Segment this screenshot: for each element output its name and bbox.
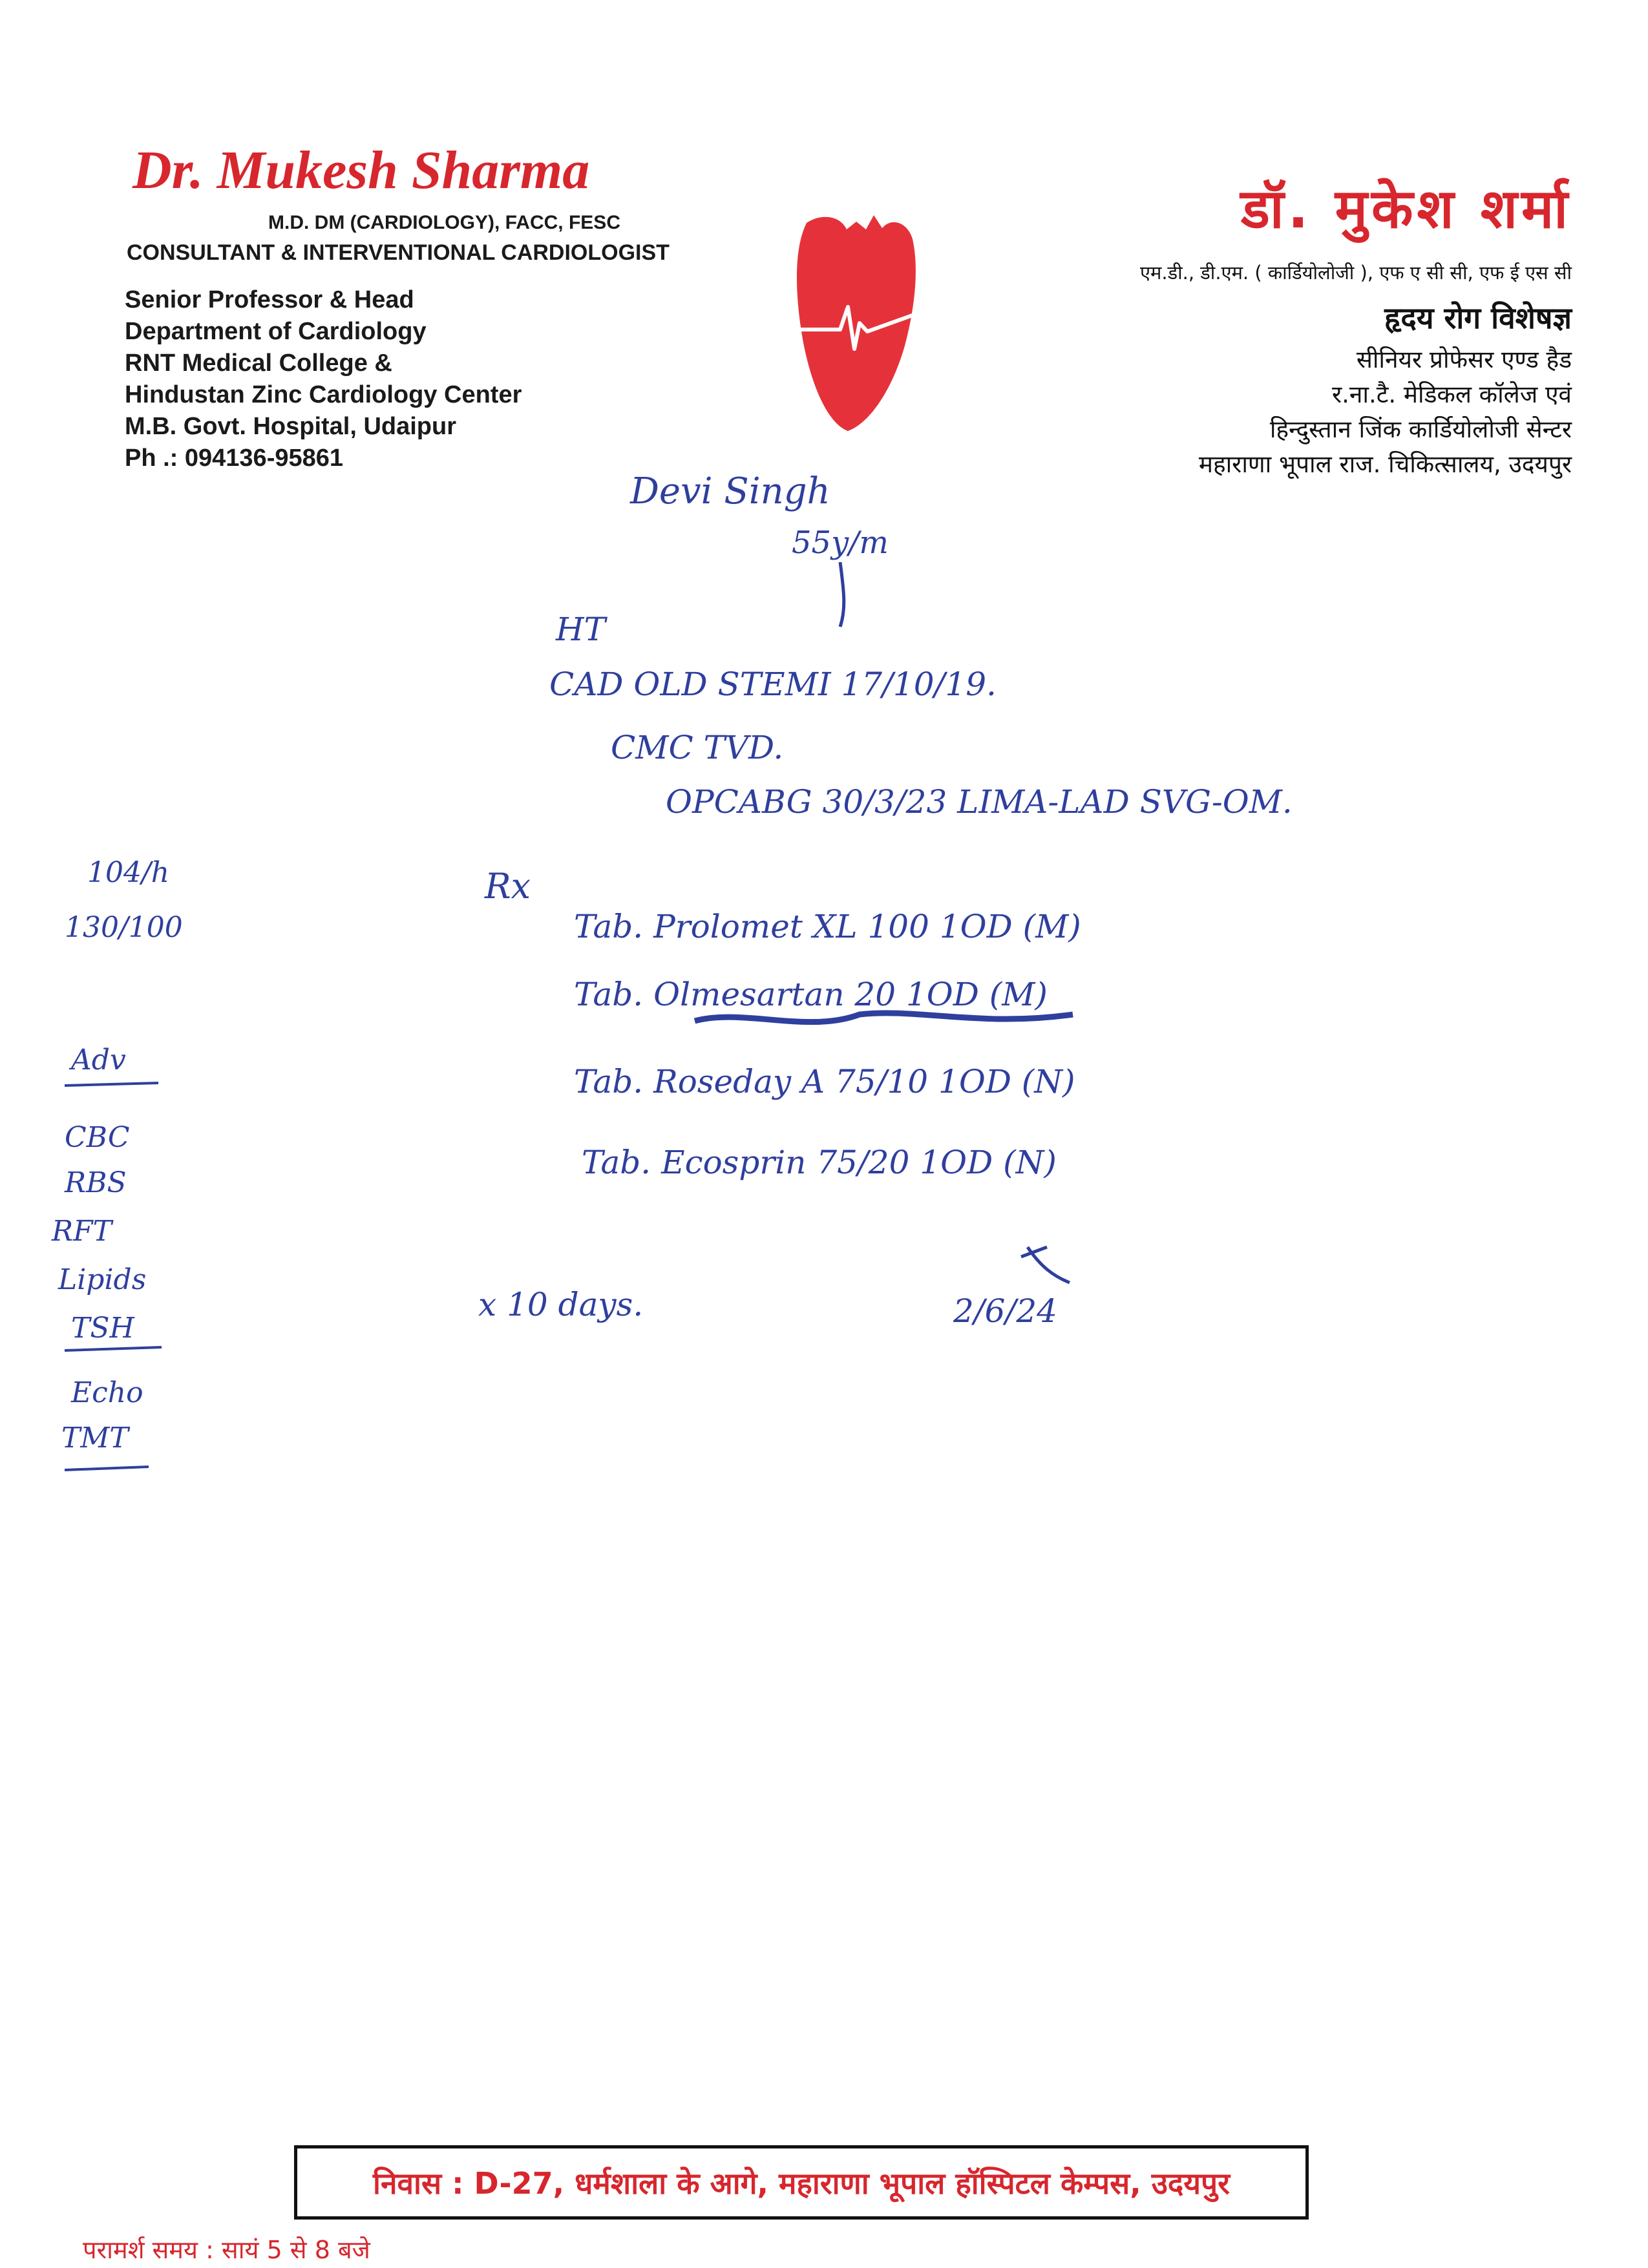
patient-age: 55y/m: [792, 525, 889, 561]
blood-pressure: 130/100: [65, 911, 183, 944]
affiliation-line: Department of Cardiology: [125, 318, 427, 345]
affiliation-line-hindi: र.ना.टै. मेडिकल कॉलेज एवं: [1331, 381, 1572, 408]
heart-ecg-icon: [795, 210, 918, 436]
medication-3: Tab. Roseday A 75/10 1OD (N): [574, 1063, 1075, 1100]
affiliation-line: M.B. Govt. Hospital, Udaipur: [125, 413, 457, 440]
age-underline-stroke: [840, 562, 844, 627]
specialty-hindi: हृदय रोग विशेषज्ञ: [1384, 300, 1572, 335]
investigation-item: CBC: [65, 1121, 130, 1154]
history-cmc: CMC TVD.: [611, 729, 784, 766]
address-box: [294, 2145, 1309, 2220]
advice-label: Adv: [71, 1044, 126, 1076]
prescription-date: 2/6/24: [953, 1292, 1057, 1330]
residence-address: निवास : D-27, धर्मशाला के आगे, महाराणा भूपाल हॉस्पिटल केम्पस, उदयपुर: [373, 2165, 1230, 2201]
investigation-underline: [65, 1467, 149, 1470]
affiliations-hindi: [1199, 342, 1572, 482]
consultation-hours: परामर्श समय : सायं 5 से 8 बजे: [83, 2236, 370, 2264]
phone-number: Ph .: 094136-95861: [125, 445, 344, 472]
affiliation-line-hindi: महाराणा भूपाल राज. चिकित्सालय, उदयपुर: [1198, 450, 1572, 478]
signature-mark: [1021, 1247, 1070, 1283]
heart-shape: [797, 215, 916, 431]
history-cad: CAD OLD STEMI 17/10/19.: [549, 666, 997, 703]
medication-2: Tab. Olmesartan 20 1OD (M): [574, 976, 1048, 1013]
investigation-item: RBS: [65, 1166, 127, 1199]
qualifications-hindi: एम.डी., डी.एम. ( कार्डियोलोजी ), एफ ए सी सी, एफ ई एस सी: [1140, 262, 1572, 284]
advice-underline: [65, 1083, 158, 1086]
investigation-item: RFT: [52, 1215, 112, 1248]
history-cabg: OPCABG 30/3/23 LIMA-LAD SVG-OM.: [666, 783, 1293, 821]
investigation-underline: [65, 1347, 162, 1350]
pulse-rate: 104/h: [87, 856, 170, 889]
patient-name: Devi Singh: [630, 470, 830, 512]
title-english: CONSULTANT & INTERVENTIONAL CARDIOLOGIST: [127, 240, 670, 265]
affiliation-line-hindi: सीनियर प्रोफेसर एण्ड हैड: [1356, 346, 1572, 373]
affiliation-line: Hindustan Zinc Cardiology Center: [125, 381, 522, 408]
affiliation-line: Senior Professor & Head: [125, 286, 414, 313]
doctor-name-hindi: डॉ. मुकेश शर्मा: [1240, 177, 1572, 240]
duration: x 10 days.: [478, 1286, 644, 1323]
affiliation-line: RNT Medical College &: [125, 350, 392, 377]
investigation-item: TMT: [61, 1422, 129, 1454]
qualifications-english: M.D. DM (CARDIOLOGY), FACC, FESC: [268, 212, 620, 233]
rx-symbol: Rx: [485, 866, 531, 907]
affiliation-line-hindi: हिन्दुस्तान जिंक कार्डियोलोजी सेन्टर: [1269, 415, 1572, 443]
medication-1: Tab. Prolomet XL 100 1OD (M): [574, 908, 1081, 945]
doctor-name-english: Dr. Mukesh Sharma: [132, 140, 590, 200]
strikethrough-scribble: [695, 1013, 1073, 1022]
affiliations-english: [125, 284, 522, 474]
medication-4: Tab. Ecosprin 75/20 1OD (N): [582, 1144, 1057, 1181]
investigation-item: TSH: [71, 1312, 134, 1345]
history-ht: HT: [556, 611, 606, 648]
investigation-item: Echo: [71, 1376, 143, 1409]
investigation-item: Lipids: [58, 1263, 147, 1296]
